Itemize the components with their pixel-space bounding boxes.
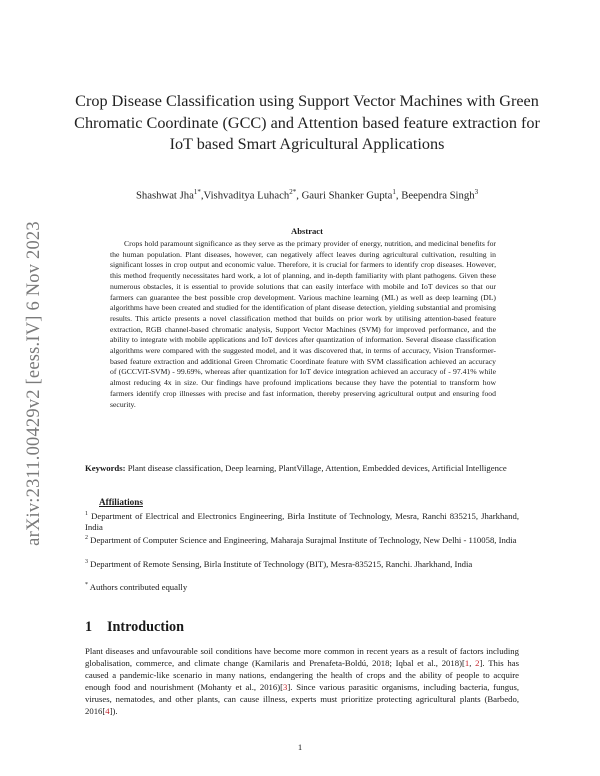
affiliation-item bbox=[85, 533, 519, 546]
section-heading bbox=[85, 619, 184, 636]
intro-text: Plant diseases and unfavourable soil conditions have become more common in recent years as a result of factors including globalisation, commerce, and climate change (Kamilaris and Prenafeta-Boldú, 2018; Iqbal et al., 2018)[ bbox=[85, 646, 519, 669]
author-name: Vishvaditya Luhach bbox=[203, 189, 290, 202]
author-affil-mark: 1 bbox=[392, 188, 396, 196]
affiliation-text: Department of Electrical and Electronics Engineering, Birla Institute of Technology, Mesra, Ranchi 835215, Jharkhand, India bbox=[85, 510, 519, 533]
intro-text: ]). bbox=[109, 706, 118, 717]
author-name: Gauri Shanker Gupta bbox=[301, 189, 393, 202]
keywords-label: Keywords: bbox=[85, 463, 126, 473]
citation-link[interactable]: 1 bbox=[464, 658, 470, 669]
author-list: Shashwat Jha$^{1*}$,Vishvaditya Luhach$^{2*}$, Gauri Shanker Gupta$^1$, Beependra Singh$^3$ bbox=[135, 188, 479, 202]
section-title: Introduction bbox=[107, 619, 184, 635]
citation-link[interactable]: 4 bbox=[105, 706, 110, 717]
citation-link[interactable]: 3 bbox=[283, 682, 288, 693]
page-number: 1 bbox=[297, 742, 303, 752]
keywords-text: Plant disease classification, Deep learning, PlantVillage, Attention, Embedded devices, Artificial Intelligence bbox=[127, 463, 507, 473]
intro-paragraph bbox=[85, 645, 519, 718]
keywords bbox=[85, 462, 519, 474]
author-name: Beependra Singh bbox=[401, 189, 475, 202]
affiliation-item bbox=[85, 557, 519, 570]
affiliation-mark: * bbox=[85, 582, 88, 588]
abstract-text: Crops hold paramount significance as they serve as the primary provider of energy, nutrition, and medicinal benefits for the human population. Plant diseases, however, can negatively affect leaves during agricultural cultivation, resulting in significant losses in crop output and economic value. Therefore, it is crucial for farmers to identify crop diseases. However, this method frequently necessitates hard work, a lot of planning, and in-depth familiarity with plant pathogens. Given these numerous obstacles, it is essential to provide solutions that can easily interface with mobile and IoT devices so that our farmers can guarantee the best possible crop development. Various machine learning (ML) as well as deep learning (DL) algorithms have been created and studied for the identification of plant disease detection, yielding substantial and promising results. This article presents a novel classification method that builds on prior work by utilising attention-based feature extraction, RGB channel-based chromatic analysis, Support Vector Machines (SVM) for improved performance, and the ability to integrate with mobile applications and IoT devices after quantization of information. Several disease classification algorithms were compared with the suggested model, and it was discovered that, in terms of accuracy, Vision Transformer-based feature extraction and additional Green Chromatic Coordinate feature with SVM classification achieved an accuracy of (GCCViT-SVM) - 99.69%, whereas after quantization for IoT device integration achieved an accuracy of - 97.41% while almost reducing 4x in size. Our findings have profound implications because they have the potential to transform how farmers identify crop illnesses with precise and fast information, thereby preserving agricultural output and ensuring food security. bbox=[110, 239, 496, 409]
affiliation-mark: 2 bbox=[85, 535, 88, 541]
abstract-heading: Abstract bbox=[291, 226, 323, 236]
arxiv-stamp-text: arXiv:2311.00429v2 [eess.IV] 6 Nov 2023 bbox=[23, 220, 44, 546]
affiliation-text: Department of Computer Science and Engineering, Maharaja Surajmal Institute of Technology, New Delhi - 110058, India bbox=[90, 534, 517, 545]
author-affil-mark: 3 bbox=[474, 188, 479, 196]
author-name: Shashwat Jha bbox=[135, 189, 194, 202]
author-affil-mark: 2* bbox=[289, 188, 297, 196]
author-affil-mark: 1* bbox=[193, 188, 201, 196]
arxiv-stamp bbox=[21, 208, 47, 558]
intro-text: ]. Since various parasitic organisms, including bacteria, fungus, viruses, nematodes, and other plants, can cause illness, experts must prioritize protecting agricultural plants (Barbedo, 2016[ bbox=[85, 682, 519, 717]
affiliation-mark: 1 bbox=[85, 511, 88, 517]
paper-title: Crop Disease Classification using Support Vector Machines with Green Chromatic Coordinate (GCC) and Attention based feature extraction for IoT based Smart Agricultural Applications bbox=[74, 92, 540, 153]
affiliation-mark: 3 bbox=[85, 559, 88, 565]
affiliation-item bbox=[85, 580, 519, 593]
section-number: 1 bbox=[85, 619, 93, 635]
affiliation-item bbox=[85, 509, 519, 534]
citation-link[interactable]: 2 bbox=[475, 658, 480, 669]
affiliation-text: Authors contributed equally bbox=[89, 581, 188, 592]
affiliation-text: Department of Remote Sensing, Birla Institute of Technology (BIT), Mesra-835215, Ranchi. Jharkhand, India bbox=[90, 558, 473, 569]
intro-text: ]. This has caused a pandemic-like scenario in many nations, endangering the health of crops and the ability of people to acquire enough food and nourishment (Mohanty et al., 2016)[ bbox=[85, 658, 519, 693]
affiliations-heading: Affiliations bbox=[99, 497, 143, 507]
intro-text: , bbox=[469, 658, 476, 669]
